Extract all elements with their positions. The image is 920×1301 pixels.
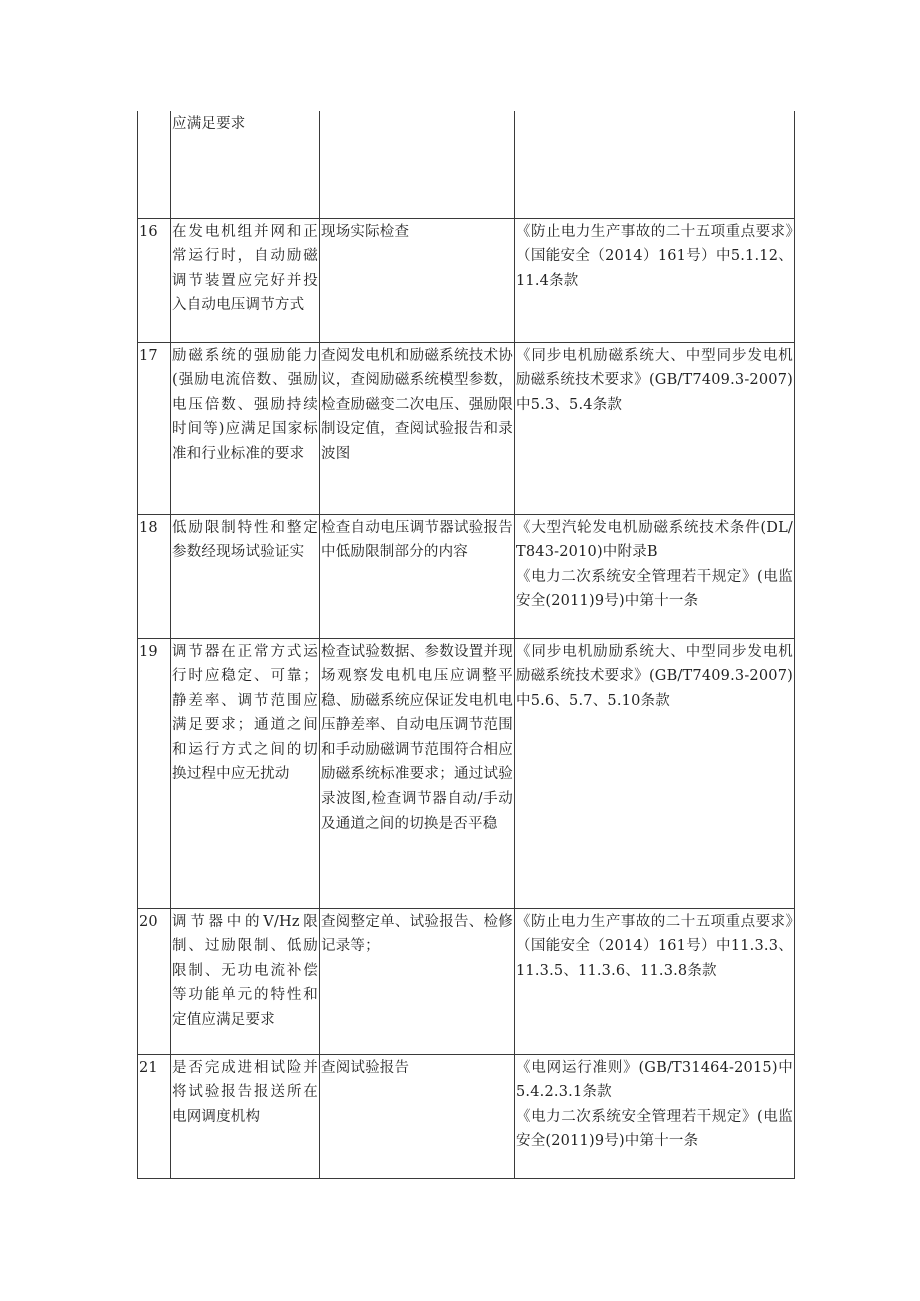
table-row xyxy=(138,638,795,908)
check-basis: 《防止电力生产事故的二十五项重点要求》（国能安全（2014）161号）中11.3.3、11.3.5、11.3.6、11.3.8条款 xyxy=(515,908,795,1054)
check-item: 应满足要求 xyxy=(171,111,320,218)
table-row xyxy=(138,514,795,638)
check-method: 查阅试验报告 xyxy=(320,1054,515,1178)
check-item: 励磁系统的强励能力(强励电流倍数、强励电压倍数、强励持续时间等)应满足国家标准和行业标准的要求 xyxy=(171,342,320,514)
check-method: 查阅整定单、试验报告、检修记录等； xyxy=(320,908,515,1054)
check-method: 检查自动电压调节器试验报告中低励限制部分的内容 xyxy=(320,514,515,638)
row-number: 18 xyxy=(138,514,171,638)
table-row xyxy=(138,908,795,1054)
table-row xyxy=(138,342,795,514)
table-row xyxy=(138,218,795,342)
check-method: 查阅发电机和励磁系统技术协议，查阅励磁系统模型参数，检查励磁变二次电压、强励限制设定值，查阅试验报告和录波图 xyxy=(320,342,515,514)
check-basis: 《大型汽轮发电机励磁系统技术条件(DL/T843-2010)中附录B 《电力二次系统安全管理若干规定》(电监安全(2011)9号)中第十一条 xyxy=(515,514,795,638)
row-number: 21 xyxy=(138,1054,171,1178)
check-basis: 《防止电力生产事故的二十五项重点要求》（国能安全（2014）161号）中5.1.12、11.4条款 xyxy=(515,218,795,342)
check-basis: 《同步电机励励系统大、中型同步发电机励磁系统技术要求》(GB/T7409.3-2007)中5.6、5.7、5.10条款 xyxy=(515,638,795,908)
row-number: 16 xyxy=(138,218,171,342)
row-number: 20 xyxy=(138,908,171,1054)
check-item: 调节器中的V/Hz限制、过励限制、低励限制、无功电流补偿等功能单元的特性和定值应满足要求 xyxy=(171,908,320,1054)
check-method xyxy=(320,111,515,218)
row-number: 19 xyxy=(138,638,171,908)
check-item: 低励限制特性和整定参数经现场试验证实 xyxy=(171,514,320,638)
check-basis: 《电网运行准则》(GB/T31464-2015)中5.4.2.3.1条款 《电力二次系统安全管理若干规定》(电监安全(2011)9号)中第十一条 xyxy=(515,1054,795,1178)
check-item: 是否完成进相试险并将试验报告报送所在电网调度机构 xyxy=(171,1054,320,1178)
table-row xyxy=(138,1054,795,1178)
table-row xyxy=(138,111,795,218)
inspection-table xyxy=(137,111,795,1179)
check-basis xyxy=(515,111,795,218)
check-method: 检查试验数据、参数设置并现场观察发电机电压应调整平稳、励磁系统应保证发电机电压静差率、自动电压调节范围和手动励磁调节范围符合相应励磁系统标准要求；通过试验录波图,检查调节器自动/手动及通道之间的切换是否平稳 xyxy=(320,638,515,908)
row-number: 17 xyxy=(138,342,171,514)
row-number xyxy=(138,111,171,218)
check-item: 在发电机组并网和正常运行时，自动励磁调节装置应完好并投入自动电压调节方式 xyxy=(171,218,320,342)
check-basis: 《同步电机励磁系统大、中型同步发电机励磁系统技术要求》(GB/T7409.3-2007)中5.3、5.4条款 xyxy=(515,342,795,514)
check-method: 现场实际检查 xyxy=(320,218,515,342)
check-item: 调节器在正常方式运行时应稳定、可靠；静差率、调节范围应满足要求；通道之间和运行方式之间的切换过程中应无扰动 xyxy=(171,638,320,908)
